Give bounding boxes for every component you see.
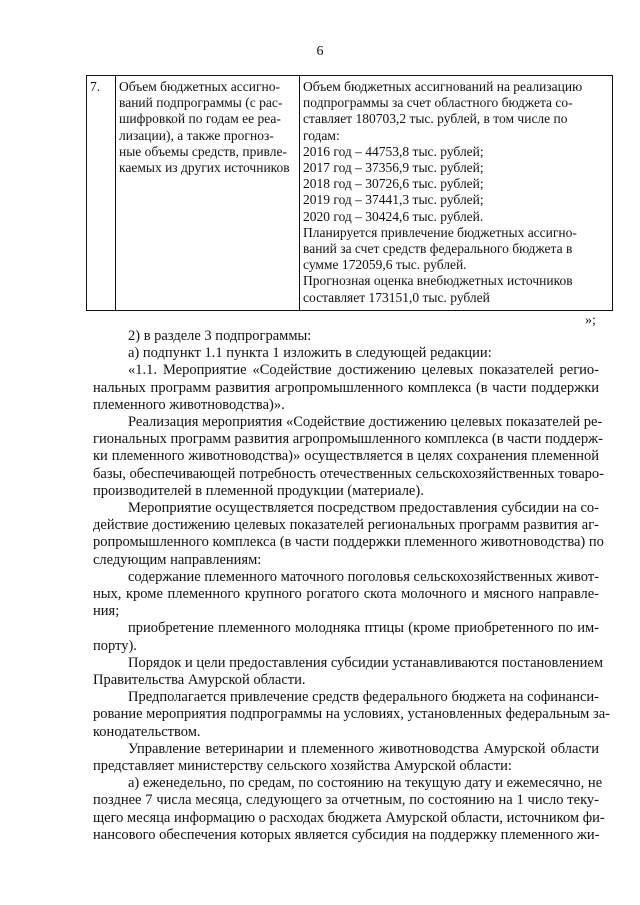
text-line: нальных программ развития агропромышленного комплекса (в части поддержки bbox=[93, 379, 599, 396]
text-line: Предполагается привлечение средств федерального бюджета на софинанси- bbox=[128, 689, 599, 706]
text-line: а) еженедельно, по средам, по состоянию на текущую дату и ежемесячно, не bbox=[128, 775, 603, 792]
paragraph bbox=[93, 362, 599, 414]
text-line: 2) в разделе 3 подпрограммы: bbox=[128, 328, 312, 344]
document-body bbox=[93, 328, 610, 844]
text-line: содержание племенного маточного поголовья сельскохозяйственных живот- bbox=[128, 568, 599, 585]
text-line: племенного животноводства)». bbox=[93, 396, 285, 413]
paragraph bbox=[93, 775, 605, 844]
value-line: ставляет 180703,2 тыс. рублей, в том числе по bbox=[303, 111, 568, 127]
text-line: «1.1. Мероприятие «Содействие достижению целевых показателей регио- bbox=[128, 362, 599, 379]
value-line: Объем бюджетных ассигнований на реализацию bbox=[303, 79, 583, 94]
text-line: конодательством. bbox=[93, 723, 201, 740]
text-line: Правительства Амурской области. bbox=[93, 672, 306, 689]
text-line: ропромышленного комплекса (в части поддержки племенного животноводства) по bbox=[93, 534, 604, 551]
text-line: следующим направлениям: bbox=[93, 551, 262, 568]
text-line: а) подпункт 1.1 пункта 1 изложить в следующей редакции: bbox=[128, 345, 492, 362]
value-line: 2019 год – 37441,3 тыс. рублей; bbox=[303, 192, 484, 208]
value-line: 2016 год – 44753,8 тыс. рублей; bbox=[303, 143, 484, 159]
text-line: нансового обеспечения которых является субсидия на поддержку племенного жи- bbox=[93, 826, 600, 843]
text-line: Порядок и цели предоставления субсидии устанавливаются постановлением bbox=[128, 654, 603, 671]
paragraph bbox=[93, 741, 599, 775]
text-line: ки племенного животноводства)» осуществляется в целях сохранения племенной bbox=[93, 448, 599, 465]
label-line: Объем бюджетных ассигно- bbox=[119, 79, 280, 94]
row-value-cell bbox=[300, 76, 613, 311]
label-line: лизации), а также прогноз- bbox=[119, 127, 274, 143]
label-line: каемых из других источников bbox=[119, 160, 290, 176]
passport-table bbox=[86, 75, 613, 311]
row-number: 7. bbox=[90, 79, 101, 94]
text-line: порту). bbox=[93, 637, 137, 654]
value-line: Планируется привлечение бюджетных ассигно- bbox=[303, 224, 577, 240]
text-line: позднее 7 числа месяца, следующего за отчетным, по состоянию на 1 число теку- bbox=[93, 792, 599, 809]
text-line: ных, кроме племенного крупного рогатого скота молочного и мясного направле- bbox=[93, 586, 599, 603]
value-line: годам: bbox=[303, 127, 340, 143]
paragraph bbox=[93, 654, 603, 689]
text-line: действие достижению целевых показателей региональных программ развития аг- bbox=[93, 517, 599, 534]
text-line: Управление ветеринарии и племенного животноводства Амурской области bbox=[128, 740, 599, 757]
text-line: щего месяца информацию о расходах бюджета Амурской области, источником фи- bbox=[93, 809, 605, 826]
text-line: рование мероприятия подпрограммы на условиях, установленных федеральным за- bbox=[93, 706, 610, 723]
value-line: 2020 год – 30424,6 тыс. рублей. bbox=[303, 208, 484, 224]
table-row bbox=[87, 76, 613, 311]
label-line: ные объемы средств, привле- bbox=[119, 143, 287, 159]
paragraph bbox=[93, 620, 599, 654]
paragraph bbox=[93, 500, 604, 569]
quote-end-mark: »; bbox=[585, 313, 596, 328]
text-line: представляет министерству сельского хозяйства Амурской области: bbox=[93, 758, 512, 775]
text-line: приобретение племенного молодняка птицы (кроме приобретенного по им- bbox=[128, 620, 599, 637]
value-line: Прогнозная оценка внебюджетных источников bbox=[303, 273, 573, 289]
text-line: производителей в племенной продукции (материале). bbox=[93, 482, 424, 499]
paragraph bbox=[93, 414, 604, 500]
paragraph bbox=[93, 345, 599, 362]
value-line: 2017 год – 37356,9 тыс. рублей; bbox=[303, 160, 484, 176]
row-label-cell bbox=[116, 76, 300, 311]
text-line: ния; bbox=[93, 603, 120, 620]
paragraph bbox=[93, 328, 599, 345]
text-line: гиональных программ развития агропромышленного комплекса (в части поддерж- bbox=[93, 431, 603, 448]
text-line: Мероприятие осуществляется посредством предоставления субсидии на со- bbox=[128, 500, 599, 517]
value-line: сумме 172059,6 тыс. рублей. bbox=[303, 257, 467, 273]
value-line: ваний за счет средств федерального бюджета в bbox=[303, 241, 573, 257]
value-line: 2018 год – 30726,6 тыс. рублей; bbox=[303, 176, 484, 192]
paragraph bbox=[93, 689, 610, 741]
text-line: Реализация мероприятия «Содействие достижению целевых показателей ре- bbox=[128, 414, 603, 431]
value-line: составляет 173151,0 тыс. рублей bbox=[303, 289, 490, 305]
text-line: базы, обеспечивающей потребность отечественных сельскохозяйственных товаро- bbox=[93, 465, 604, 482]
label-line: шифровкой по годам ее реа- bbox=[119, 111, 281, 127]
page-number: 6 bbox=[316, 44, 324, 59]
value-line: подпрограммы за счет областного бюджета со- bbox=[303, 95, 573, 111]
label-line: ваний подпрограммы (с рас- bbox=[119, 95, 283, 111]
row-number-cell bbox=[87, 76, 116, 311]
paragraph bbox=[93, 569, 599, 621]
